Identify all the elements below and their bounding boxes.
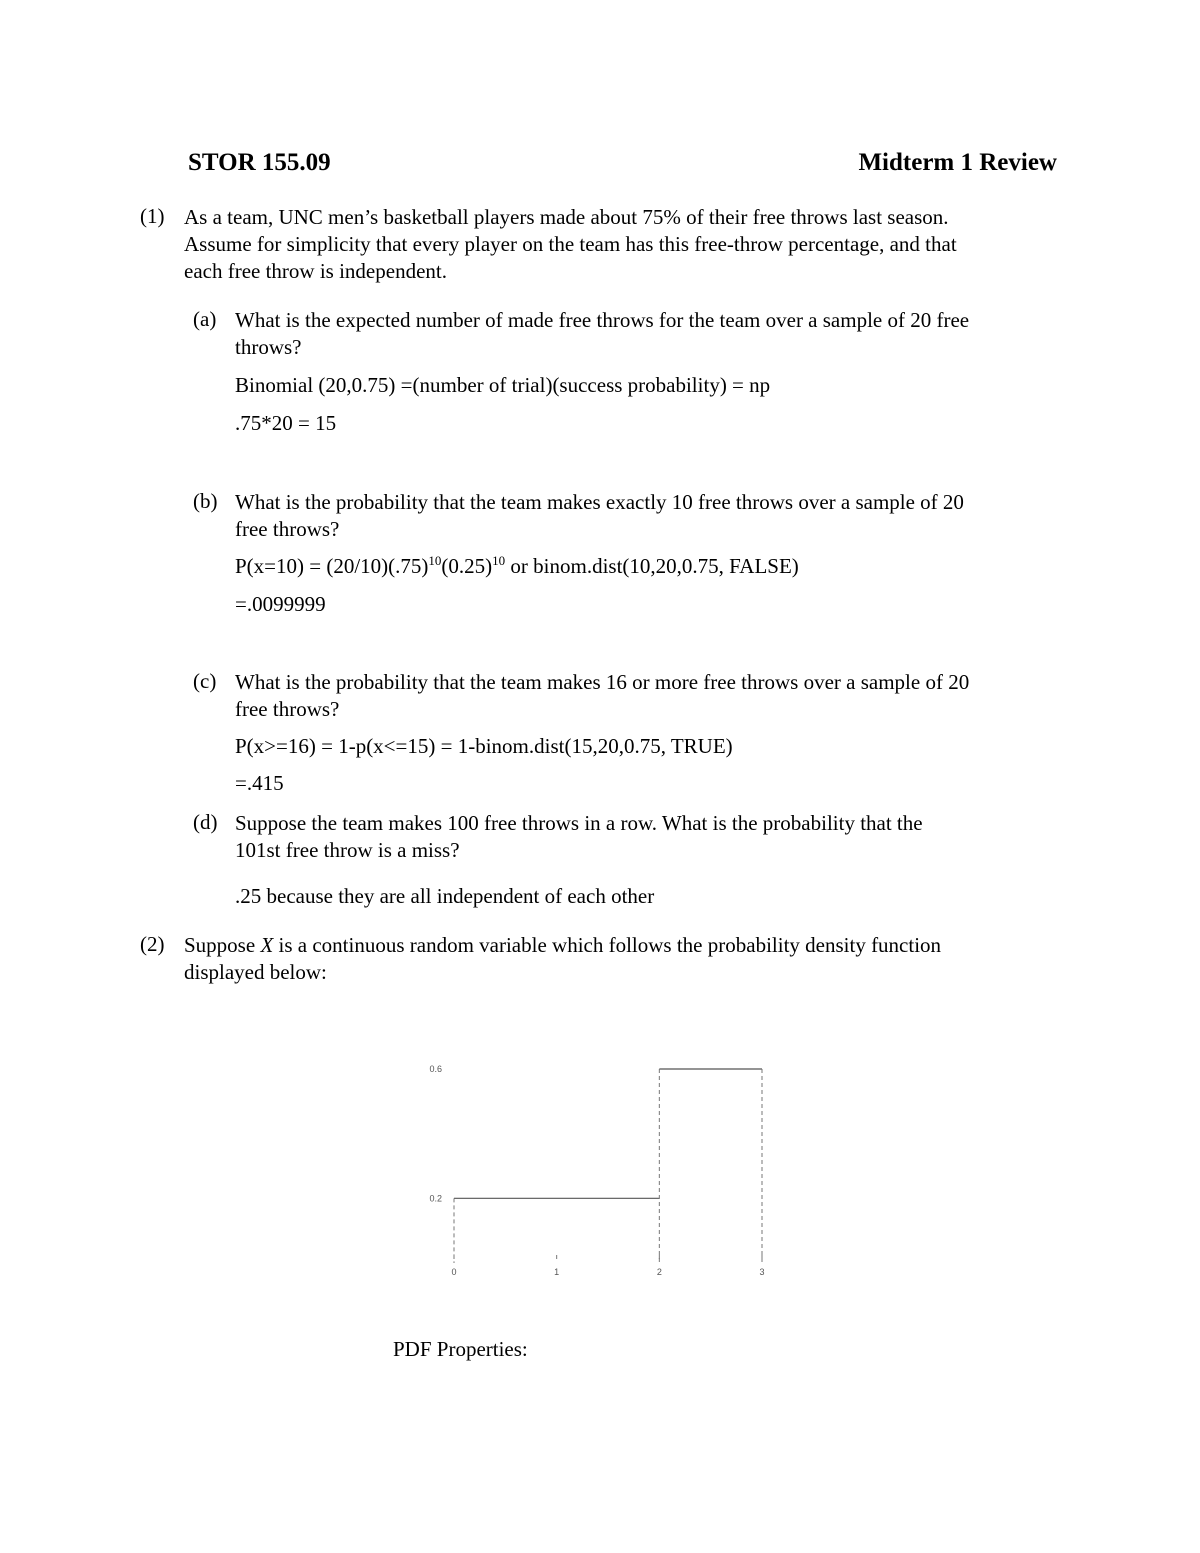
q1a-question [235,307,969,361]
q1b-exponent: 10 [492,553,506,568]
q1b-answer-part: P(x=10) = (20/10)(.75) [235,554,429,578]
q2-text-part: Suppose [184,933,261,957]
q1-line: each free throw is independent. [184,259,447,283]
q1c-answer-line1: P(x>=16) = 1-p(x<=15) = 1-binom.dist(15,20,0.75, TRUE) [235,734,733,758]
q1c-line: What is the probability that the team makes 16 or more free throws over a sample of 20 [235,670,970,694]
x-tick-label: 0 [451,1267,457,1277]
q1b-answer-part: or binom.dist(10,20,0.75, FALSE) [505,554,799,578]
q1b-label: (b) [193,489,218,513]
q1b-line: free throws? [235,517,340,541]
q1a-label: (a) [193,307,217,331]
x-tick-label: 3 [759,1267,765,1277]
course-title: STOR 155.09 [188,149,331,176]
pdf-chart [400,1040,820,1290]
q1d-line: Suppose the team makes 100 free throws in a row. What is the probability that the [235,811,923,835]
q1a-answer-line2: .75*20 = 15 [235,411,337,435]
page-title: Midterm 1 Review [858,149,1057,176]
q1a-line: throws? [235,335,302,359]
q1d-answer: .25 because they are all independent of each other [235,884,655,908]
q2-variable: X [260,933,274,957]
q2-text-part: is a continuous random variable which follows the probability density function [273,933,942,957]
q1b-question [235,489,964,543]
q1b-answer-line1 [235,554,799,579]
q1c-question [235,669,969,723]
q1a-answer-line1: Binomial (20,0.75) =(number of trial)(success probability) = np [235,373,771,397]
q1d-line: 101st free throw is a miss? [235,838,460,862]
pdf-properties-label: PDF Properties: [393,1337,528,1361]
q1-line: Assume for simplicity that every player on the team has this free-throw percentage, and that [184,232,957,256]
q1b-line: What is the probability that the team makes exactly 10 free throws over a sample of 20 [235,490,964,514]
y-tick-label: 0.6 [429,1064,442,1074]
y-tick-label: 0.2 [429,1193,442,1204]
q1d-question [235,810,923,864]
x-tick-label: 1 [554,1267,560,1277]
q2-line [184,932,941,959]
q1b-answer-part: (0.25) [441,554,493,578]
q1-number: (1) [140,204,165,228]
q1c-line: free throws? [235,697,340,721]
q1b-exponent: 10 [428,553,442,568]
q1-line: As a team, UNC men’s basketball players made about 75% of their free throws last season. [184,205,949,229]
q2-text [184,932,941,986]
q1c-answer-line2: =.415 [235,771,284,795]
q2-line: displayed below: [184,960,327,984]
q1b-answer-line2: =.0099999 [235,592,326,616]
q1a-line: What is the expected number of made free throws for the team over a sample of 20 free [235,308,970,332]
x-tick-label: 2 [656,1267,662,1277]
q1-text [184,204,957,285]
q2-number: (2) [140,932,165,956]
q1d-label: (d) [193,810,218,834]
q1c-label: (c) [193,669,217,693]
